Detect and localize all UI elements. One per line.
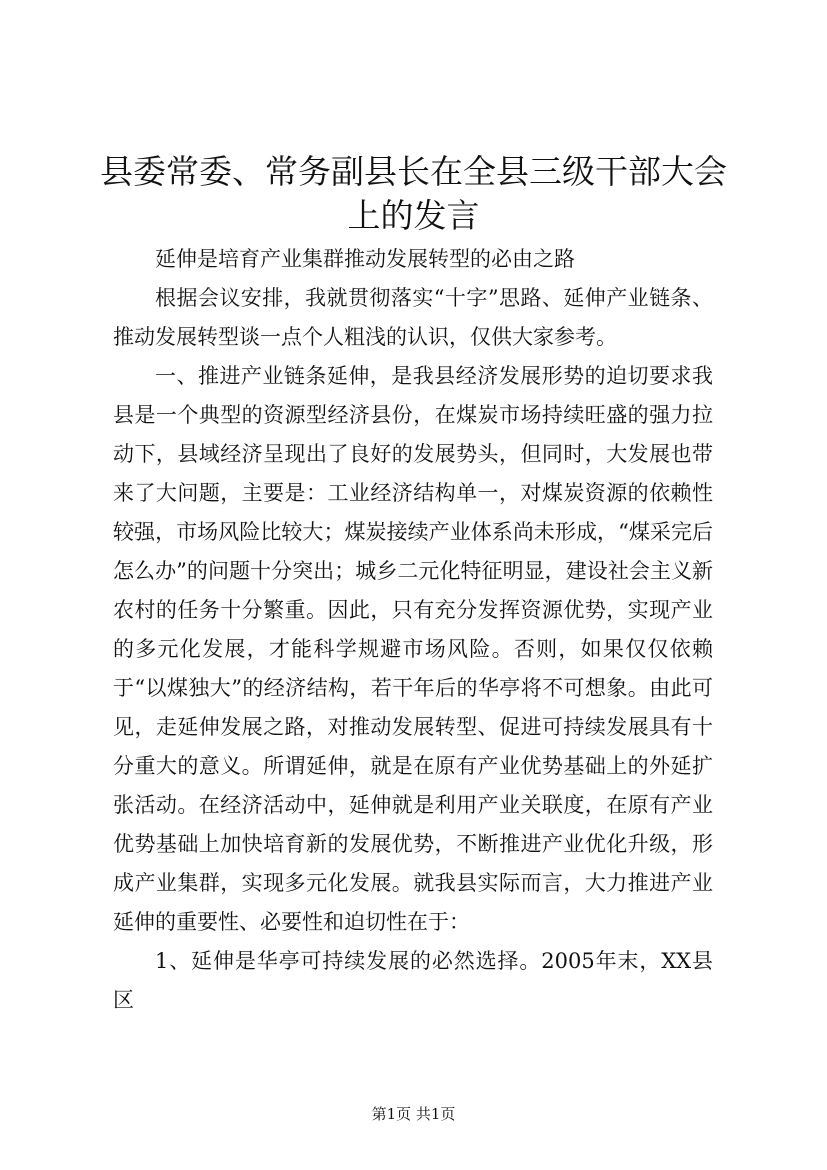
page-footer: 第1页 共1页 [371, 1105, 456, 1123]
point-one-paragraph: 1、延伸是华亭可持续发展的必然选择。2005年末，XX县区 [113, 949, 713, 1012]
document-title: 县委常委、常务副县长在全县三级干部大会上的发言 [100, 152, 727, 235]
intro-paragraph: 根据会议安排，我就贯彻落实“十字”思路、延伸产业链条、推动发展转型谈一点个人粗浅的认识，仅供大家参考。 [113, 286, 713, 349]
subtitle-paragraph: 延伸是培育产业集群推动发展转型的必由之路 [155, 247, 575, 271]
document-body [113, 240, 713, 1020]
section-one-paragraph: 一、推进产业链条延伸，是我县经济发展形势的迫切要求我县是一个典型的资源型经济县份，在煤炭市场持续旺盛的强力拉动下，县域经济呈现出了良好的发展势头，但同时，大发展也带来了大问题，主要是：工业经济结构单一，对煤炭资源的依赖性较强，市场风险比较大；煤炭接续产业体系尚未形成，“煤采完后怎么办”的问题十分突出；城乡二元化特征明显，建设社会主义新农村的任务十分繁重。因此，只有充分发挥资源优势，实现产业的多元化发展，才能科学规避市场风险。否则，如果仅仅依赖于“以煤独大”的经济结构，若干年后的华亭将不可想象。由此可见，走延伸发展之路，对推动发展转型、促进可持续发展具有十分重大的意义。所谓延伸，就是在原有产业优势基础上的外延扩张活动。在经济活动中，延伸就是利用产业关联度，在原有产业优势基础上加快培育新的发展优势，不断推进产业优化升级，形成产业集群，实现多元化发展。就我县实际而言，大力推进产业延伸的重要性、必要性和迫切性在于： [113, 364, 713, 934]
